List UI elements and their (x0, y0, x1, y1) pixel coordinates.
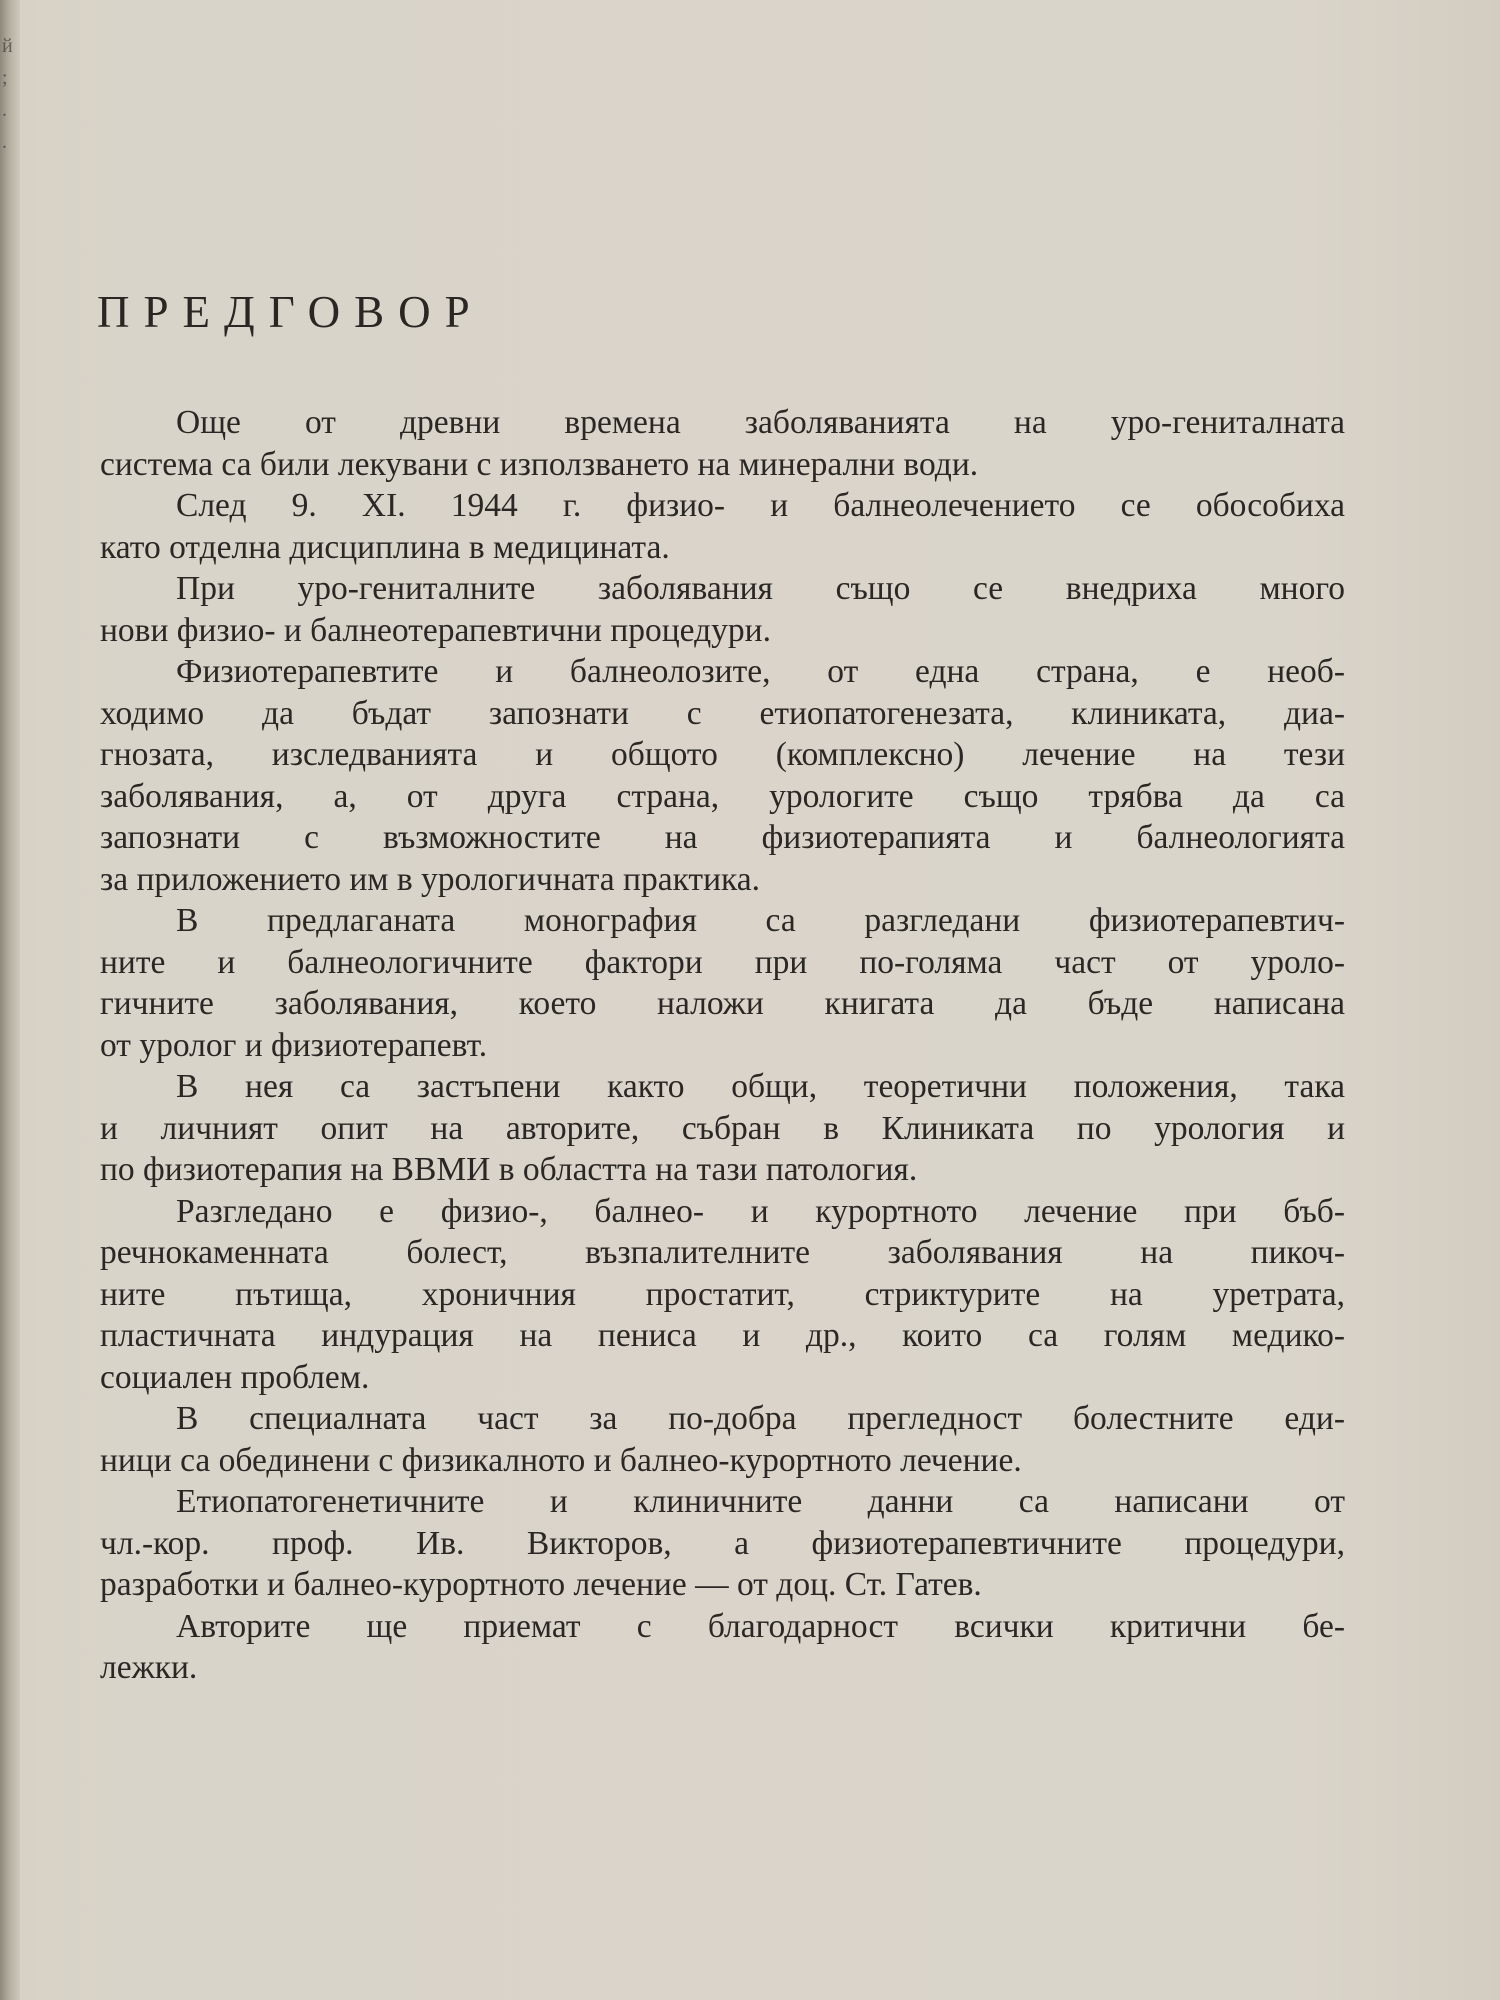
text-line: ходимо да бъдат запознати с етиопатогенезата, клиниката, диа- (100, 694, 1345, 732)
text-line: Етиопатогенетичните и клиничните данни са написани от (176, 1483, 1345, 1520)
text-line: В специалната част за по-добра прегледност болестните еди- (176, 1400, 1345, 1437)
text-line: гнозата, изследванията и общото (комплексно) лечение на тези (100, 736, 1345, 773)
page-title: ПРЕДГОВОР (97, 287, 484, 338)
text-line: заболявания, а, от друга страна, урологите също трябва да са (100, 777, 1345, 815)
text-line: ници са обединени с физикалното и балнео-курортното лечение. (100, 1441, 1022, 1479)
text-line: След 9. XI. 1944 г. физио- и балнеолечението се обособиха (176, 487, 1345, 524)
text-line: Физиотерапевтите и балнеолозите, от една страна, е необ- (176, 653, 1345, 690)
text-line: Разгледано е физио-, балнео- и курортното лечение при бъб- (176, 1192, 1345, 1230)
text-line: по физиотерапия на ВВМИ в областта на тази патология. (100, 1151, 918, 1188)
text-line: Авторите ще приемат с благодарност всички критични бе- (176, 1607, 1345, 1645)
text-line: за приложението им в урологичната практика. (100, 860, 761, 898)
text-line: запознати с възможностите на физиотерапията и балнеологията (100, 819, 1345, 856)
text-line: като отделна дисциплина в медицината. (100, 528, 670, 566)
page-gutter (0, 0, 20, 2000)
text-line: пластичната индурация на пениса и др., които са голям медико- (100, 1317, 1345, 1354)
text-line: чл.-кор. проф. Ив. Викторов, а физиотерапевтичните процедури, (100, 1524, 1345, 1562)
text-line: нови физио- и балнеотерапевтични процедури. (100, 611, 771, 649)
text-line: гичните заболявания, което наложи книгата да бъде написана (100, 985, 1345, 1022)
text-line: лежки. (100, 1649, 198, 1686)
text-line: разработки и балнео-курортното лечение — от доц. Ст. Гатев. (100, 1566, 982, 1603)
text-line: При уро-гениталните заболявания също се внедриха много (176, 570, 1345, 607)
text-line: и личният опит на авторите, събран в Клиниката по урология и (100, 1109, 1345, 1147)
text-line: от уролог и физиотерапевт. (100, 1026, 488, 1064)
margin-bleed-marks: й ; . . (2, 35, 13, 153)
text-line: речнокаменната болест, възпалителните заболявания на пикоч- (100, 1234, 1345, 1271)
text-line: Още от древни времена заболяванията на уро-гениталната (176, 404, 1345, 441)
text-line: система са били лекувани с използването на минерални води. (100, 445, 979, 483)
text-line: В нея са застъпени както общи, теоретични положения, така (176, 1068, 1345, 1105)
preface-body (100, 402, 1345, 1689)
text-line: социален проблем. (100, 1358, 370, 1396)
text-line: В предлаганата монография са разгледани физиотерапевтич- (176, 902, 1345, 939)
text-line: ните и балнеологичните фактори при по-голяма част от уроло- (100, 943, 1345, 981)
text-line: ните пътища, хроничния простатит, стриктурите на уретрата, (100, 1275, 1345, 1313)
